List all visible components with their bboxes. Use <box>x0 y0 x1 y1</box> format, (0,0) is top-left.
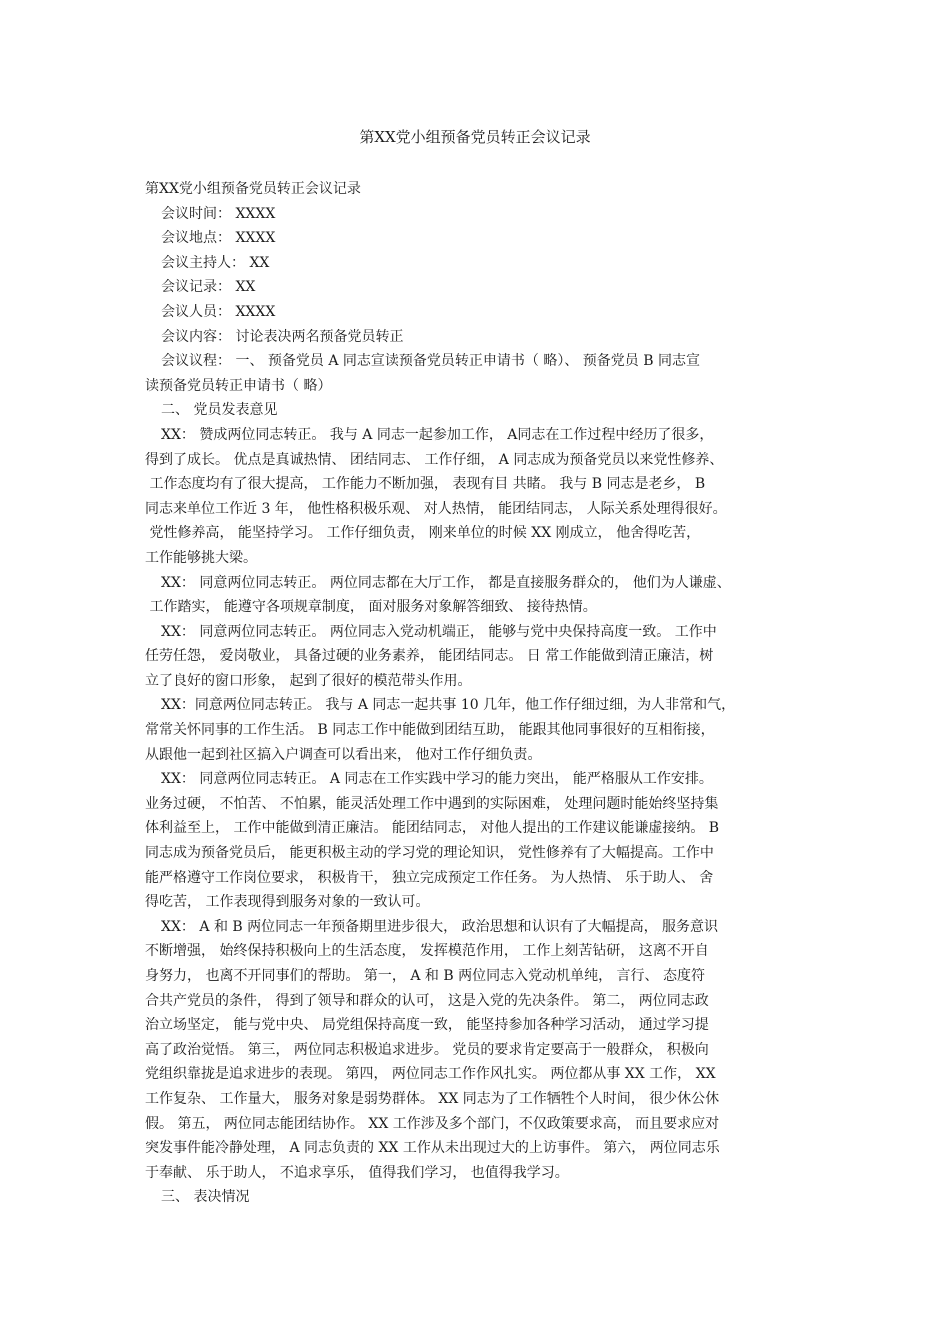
text-line: 体利益至上， 工作中能做到清正廉洁。 能团结同志， 对他人提出的工作建议能谦虚接纳。 B <box>145 820 720 837</box>
text-line: 读预备党员转正申请书（ 略） <box>145 377 332 394</box>
text-line: XX： 同意两位同志转正。 两位同志都在大厅工作， 都是直接服务群众的， 他们为人谦虚、 <box>161 574 731 591</box>
text-line: XX：同意两位同志转正。 我与 A 同志一起共事 10 几年，他工作仔细过细，为人非常和气， <box>161 697 736 714</box>
text-line: 假。 第五， 两位同志能团结协作。 XX 工作涉及多个部门，不仅政策要求高， 而且要求应对 <box>145 1115 720 1132</box>
text-line: 会议记录： XX <box>161 279 256 296</box>
text-line: 立了良好的窗口形象， 起到了很好的模范带头作用。 <box>145 672 472 689</box>
text-line: 工作能够挑大梁。 <box>145 549 257 566</box>
text-line: 任劳任怨， 爱岗敬业， 具备过硬的业务素养， 能团结同志。 日 常工作能做到清正廉洁，树 <box>145 648 714 665</box>
page-title: 第XX党小组预备党员转正会议记录 <box>359 128 591 146</box>
text-line: 常常关怀同事的工作生活。 B 同志工作中能做到团结互助， 能跟其他同事很好的互相衔接， <box>145 722 715 739</box>
text-line: 同志成为预备党员后， 能更积极主动的学习党的理论知识， 党性修养有了大幅提高。工作中 <box>145 845 714 862</box>
text-line: 会议内容： 讨论表决两名预备党员转正 <box>161 328 404 345</box>
text-line: 突发事件能冷静处理， A 同志负责的 XX 工作从未出现过大的上访事件。 第六， 两位同志乐 <box>145 1140 720 1157</box>
text-line: 党组织靠拢是追求进步的表现。 第四， 两位同志工作作风扎实。 两位都从事 XX 工作， XX <box>145 1066 716 1083</box>
text-line: XX： A 和 B 两位同志一年预备期里进步很大， 政治思想和认识有了大幅提高， 服务意识 <box>161 918 719 935</box>
text-line: XX： 同意两位同志转正。 两位同志入党动机端正， 能够与党中央保持高度一致。 工作中 <box>161 623 717 640</box>
text-line: 能严格遵守工作岗位要求， 积极肯干， 独立完成预定工作任务。 为人热情、 乐于助人、 舍 <box>145 869 714 886</box>
text-line: 得吃苦， 工作表现得到服务对象的一致认可。 <box>145 894 430 911</box>
text-line: 三、 表决情况 <box>161 1189 250 1206</box>
text-line: 业务过硬， 不怕苦、 不怕累，能灵活处理工作中遇到的实际困难， 处理问题时能始终坚持集 <box>145 795 719 812</box>
text-line: 会议议程： 一、 预备党员 A 同志宣读预备党员转正申请书（ 略）、 预备党员 B 同志宣 <box>161 353 700 370</box>
text-line: 从跟他一起到社区搞入户调查可以看出来， 他对工作仔细负责。 <box>145 746 542 763</box>
text-line: 二、 党员发表意见 <box>161 402 278 419</box>
text-line: 得到了成长。 优点是真诚热情、 团结同志、 工作仔细， A 同志成为预备党员以来党性修养、 <box>145 451 724 468</box>
text-line: 不断增强， 始终保持积极向上的生活态度， 发挥模范作用， 工作上刻苦钻研， 这离不开自 <box>145 943 709 960</box>
text-line: 会议地点： XXXX <box>161 230 276 247</box>
text-line: 治立场坚定， 能与党中央、 局党组保持高度一致， 能坚持参加各种学习活动， 通过学习提 <box>145 1017 709 1034</box>
text-line: 工作复杂、 工作量大， 服务对象是弱势群体。 XX 同志为了工作牺牲个人时间， 很少休公休 <box>145 1090 720 1107</box>
text-line: 工作踏实， 能遵守各项规章制度， 面对服务对象解答细致、 接待热情。 <box>145 599 597 616</box>
text-line: 会议主持人： XX <box>161 254 270 271</box>
text-line: 高了政治觉悟。 第三， 两位同志积极追求进步。 党员的要求肯定要高于一般群众， 积极向 <box>145 1041 709 1058</box>
text-line: 身努力， 也离不开同事们的帮助。 第一， A 和 B 两位同志入党动机单纯， 言行、 态度符 <box>145 968 705 984</box>
text-line: 会议时间： XXXX <box>161 205 276 222</box>
document-body <box>145 177 825 1210</box>
text-line: 合共产党员的条件， 得到了领导和群众的认可， 这是入党的先决条件。 第二， 两位同志政 <box>145 992 709 1009</box>
text-line: 党性修养高， 能坚持学习。 工作仔细负责， 刚来单位的时候 XX 刚成立， 他舍得吃苦， <box>145 525 701 542</box>
text-line: XX： 赞成两位同志转正。 我与 A 同志一起参加工作， A同志在工作过程中经历了很多， <box>161 426 714 443</box>
text-line: XX： 同意两位同志转正。 A 同志在工作实践中学习的能力突出， 能严格服从工作安排。 <box>161 771 713 788</box>
text-line: 于奉献、 乐于助人， 不追求享乐， 值得我们学习， 也值得我学习。 <box>145 1164 569 1181</box>
text-line: 同志来单位工作近 3 年， 他性格积极乐观、 对人热情， 能团结同志， 人际关系处理得很好。 <box>145 500 727 517</box>
text-line: 工作态度均有了很大提高， 工作能力不断加强， 表现有目 共睹。 我与 B 同志是老乡， B <box>145 476 706 493</box>
text-line: 会议人员： XXXX <box>161 303 276 320</box>
text-line: 第XX党小组预备党员转正会议记录 <box>145 181 361 197</box>
